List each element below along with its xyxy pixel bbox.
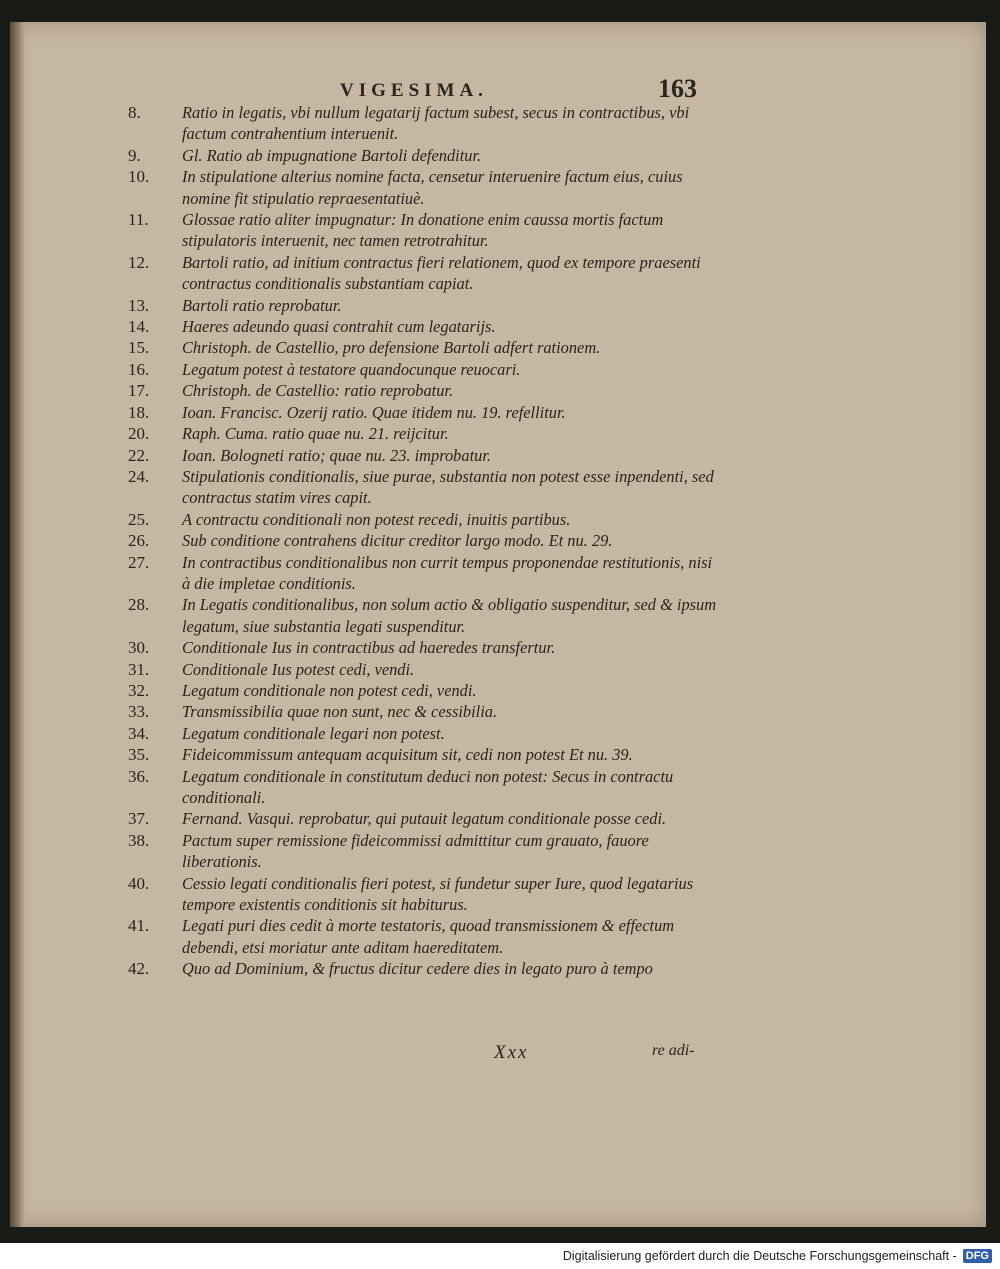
index-entry [122,252,722,295]
entry-number: 33. [128,702,150,722]
entry-number: 41. [128,916,150,936]
index-entry [122,701,722,722]
entry-text: Conditionale Ius in contractibus ad haeredes transfertur. [182,638,556,658]
entry-number: 22. [128,445,150,465]
entry-number: 25. [128,509,150,529]
index-entry [122,873,722,916]
entry-text: Fernand. Vasqui. reprobatur, qui putauit legatum conditionale posse cedi. [182,809,667,829]
entry-text: Conditionale Ius potest cedi, vendi. [182,659,415,679]
entry-text: Transmissibilia quae non sunt, nec & cessibilia. [182,702,498,722]
entry-text: In stipulatione alterius nomine facta, censetur interuenire factum eius, cuius nomine fit stipulatio repraesentatiuè. [182,167,683,208]
index-entry [122,552,722,595]
entry-number: 9. [128,145,141,165]
entry-text: Legati puri dies cedit à morte testatoris, quoad transmissionem & effectum debendi, etsi moriatur ante aditam haereditatem. [182,916,675,957]
entry-number: 24. [128,466,150,486]
entry-text: Cessio legati conditionalis fieri potest, si fundetur super Iure, quod legatarius tempore existentis conditionis sit habiturus. [182,873,694,915]
index-entry [122,744,722,765]
index-entry [122,830,722,873]
entry-text: Ioan. Bologneti ratio; quae nu. 23. improbatur. [182,445,491,465]
entry-number: 36. [128,766,150,786]
index-entry [122,337,722,358]
entry-text: Raph. Cuma. ratio quae nu. 21. reijcitur. [182,424,449,444]
entry-number: 15. [128,338,150,358]
credit-bar [0,1243,1000,1269]
entry-number: 31. [128,659,150,679]
index-entry [122,102,722,145]
entry-text: Ratio in legatis, vbi nullum legatarij factum subest, secus in contractibus, vbi factum contrahentium interuenit. [182,103,690,144]
index-entry [122,316,722,337]
entry-text: Christoph. de Castellio: ratio reprobatur. [182,381,454,401]
index-entry [122,466,722,509]
index-entry [122,766,722,809]
entry-number: 8. [128,103,141,122]
index-entry [122,380,722,401]
entry-text: Fideicommissum antequam acquisitum sit, cedi non potest Et nu. 39. [182,745,633,765]
entry-text: Gl. Ratio ab impugnatione Bartoli defenditur. [182,145,482,165]
entry-number: 16. [128,359,150,379]
index-entry [122,509,722,530]
entry-number: 28. [128,595,150,615]
index-entry [122,659,722,680]
book-binding-edge [10,22,24,1227]
entry-text: Sub conditione contrahens dicitur creditor largo modo. Et nu. 29. [182,531,613,551]
index-entry [122,402,722,423]
entry-text: Legatum conditionale non potest cedi, vendi. [182,680,477,700]
page-footer [122,1042,722,1066]
index-entry [122,594,722,637]
entry-number: 32. [128,680,150,700]
page-number: 163 [658,74,697,103]
entry-text: Quo ad Dominium, & fructus dicitur cedere dies in legato puro à tempo [182,959,653,979]
index-entry [122,295,722,316]
index-entry [122,359,722,380]
entry-number: 27. [128,552,150,572]
dfg-logo: DFG [963,1249,992,1263]
entry-number: 26. [128,531,150,551]
entry-text: Haeres adeundo quasi contrahit cum legatarijs. [182,317,496,337]
signature-mark: Xxx [494,1042,529,1063]
entry-number: 37. [128,809,150,829]
index-entry [122,637,722,658]
index-entry [122,166,722,209]
index-entry [122,209,722,252]
entry-text: Glossae ratio aliter impugnatur: In donatione enim caussa mortis factum stipulatoris interuenit, nec tamen retrotrahitur. [182,210,664,251]
scanned-page [10,22,986,1227]
entry-number: 14. [128,317,150,337]
entry-number: 11. [128,210,149,230]
index-entry [122,808,722,829]
entry-number: 34. [128,723,150,743]
entry-number: 12. [128,252,150,272]
entry-text: Legatum potest à testatore quandocunque reuocari. [182,359,521,379]
running-head: VIGESIMA. [340,80,488,101]
entry-text: In Legatis conditionalibus, non solum actio & obligatio suspenditur, sed & ipsum legatum, siue substantia legati suspenditur. [182,595,717,636]
entry-number: 20. [128,424,150,444]
index-entry [122,445,722,466]
entry-number: 10. [128,167,150,187]
entry-text: Legatum conditionale in constitutum deduci non potest: Secus in contractu conditionali. [182,766,674,807]
entry-number: 42. [128,959,150,979]
entry-number: 35. [128,745,150,765]
index-entry [122,958,722,979]
entry-text: Ioan. Francisc. Ozerij ratio. Quae itidem nu. 19. refellitur. [182,402,566,422]
entry-text: Christoph. de Castellio, pro defensione Bartoli adfert rationem. [182,338,601,358]
index-entry [122,915,722,958]
entry-number: 38. [128,830,150,850]
entry-text: Bartoli ratio reprobatur. [182,295,342,315]
index-entry [122,423,722,444]
entry-text: In contractibus conditionalibus non currit tempus proponendae restitutionis, nisi à die impletae conditionis. [182,552,713,593]
entry-text: Legatum conditionale legari non potest. [182,723,445,743]
entry-number: 17. [128,381,150,401]
entry-text: Stipulationis conditionalis, siue purae, substantia non potest esse inpendenti, sed contractus statim vires capit. [182,466,714,508]
entry-text: Bartoli ratio, ad initium contractus fieri relationem, quod ex tempore praesenti contractus conditionalis substantiam capiat. [182,252,701,294]
entry-number: 30. [128,638,150,658]
entry-text: A contractu conditionali non potest recedi, inuitis partibus. [182,509,571,529]
entry-text: Pactum super remissione fideicommissi admittitur cum grauato, fauore liberationis. [182,830,649,872]
index-entries [122,102,722,980]
catchword: re adi- [652,1042,695,1059]
index-entry [122,145,722,166]
entry-number: 13. [128,295,150,315]
credit-text: Digitalisierung gefördert durch die Deutsche Forschungsgemeinschaft - [562,1249,957,1263]
index-entry [122,530,722,551]
entry-number: 18. [128,402,150,422]
entry-number: 40. [128,873,150,893]
index-entry [122,723,722,744]
index-entry [122,680,722,701]
